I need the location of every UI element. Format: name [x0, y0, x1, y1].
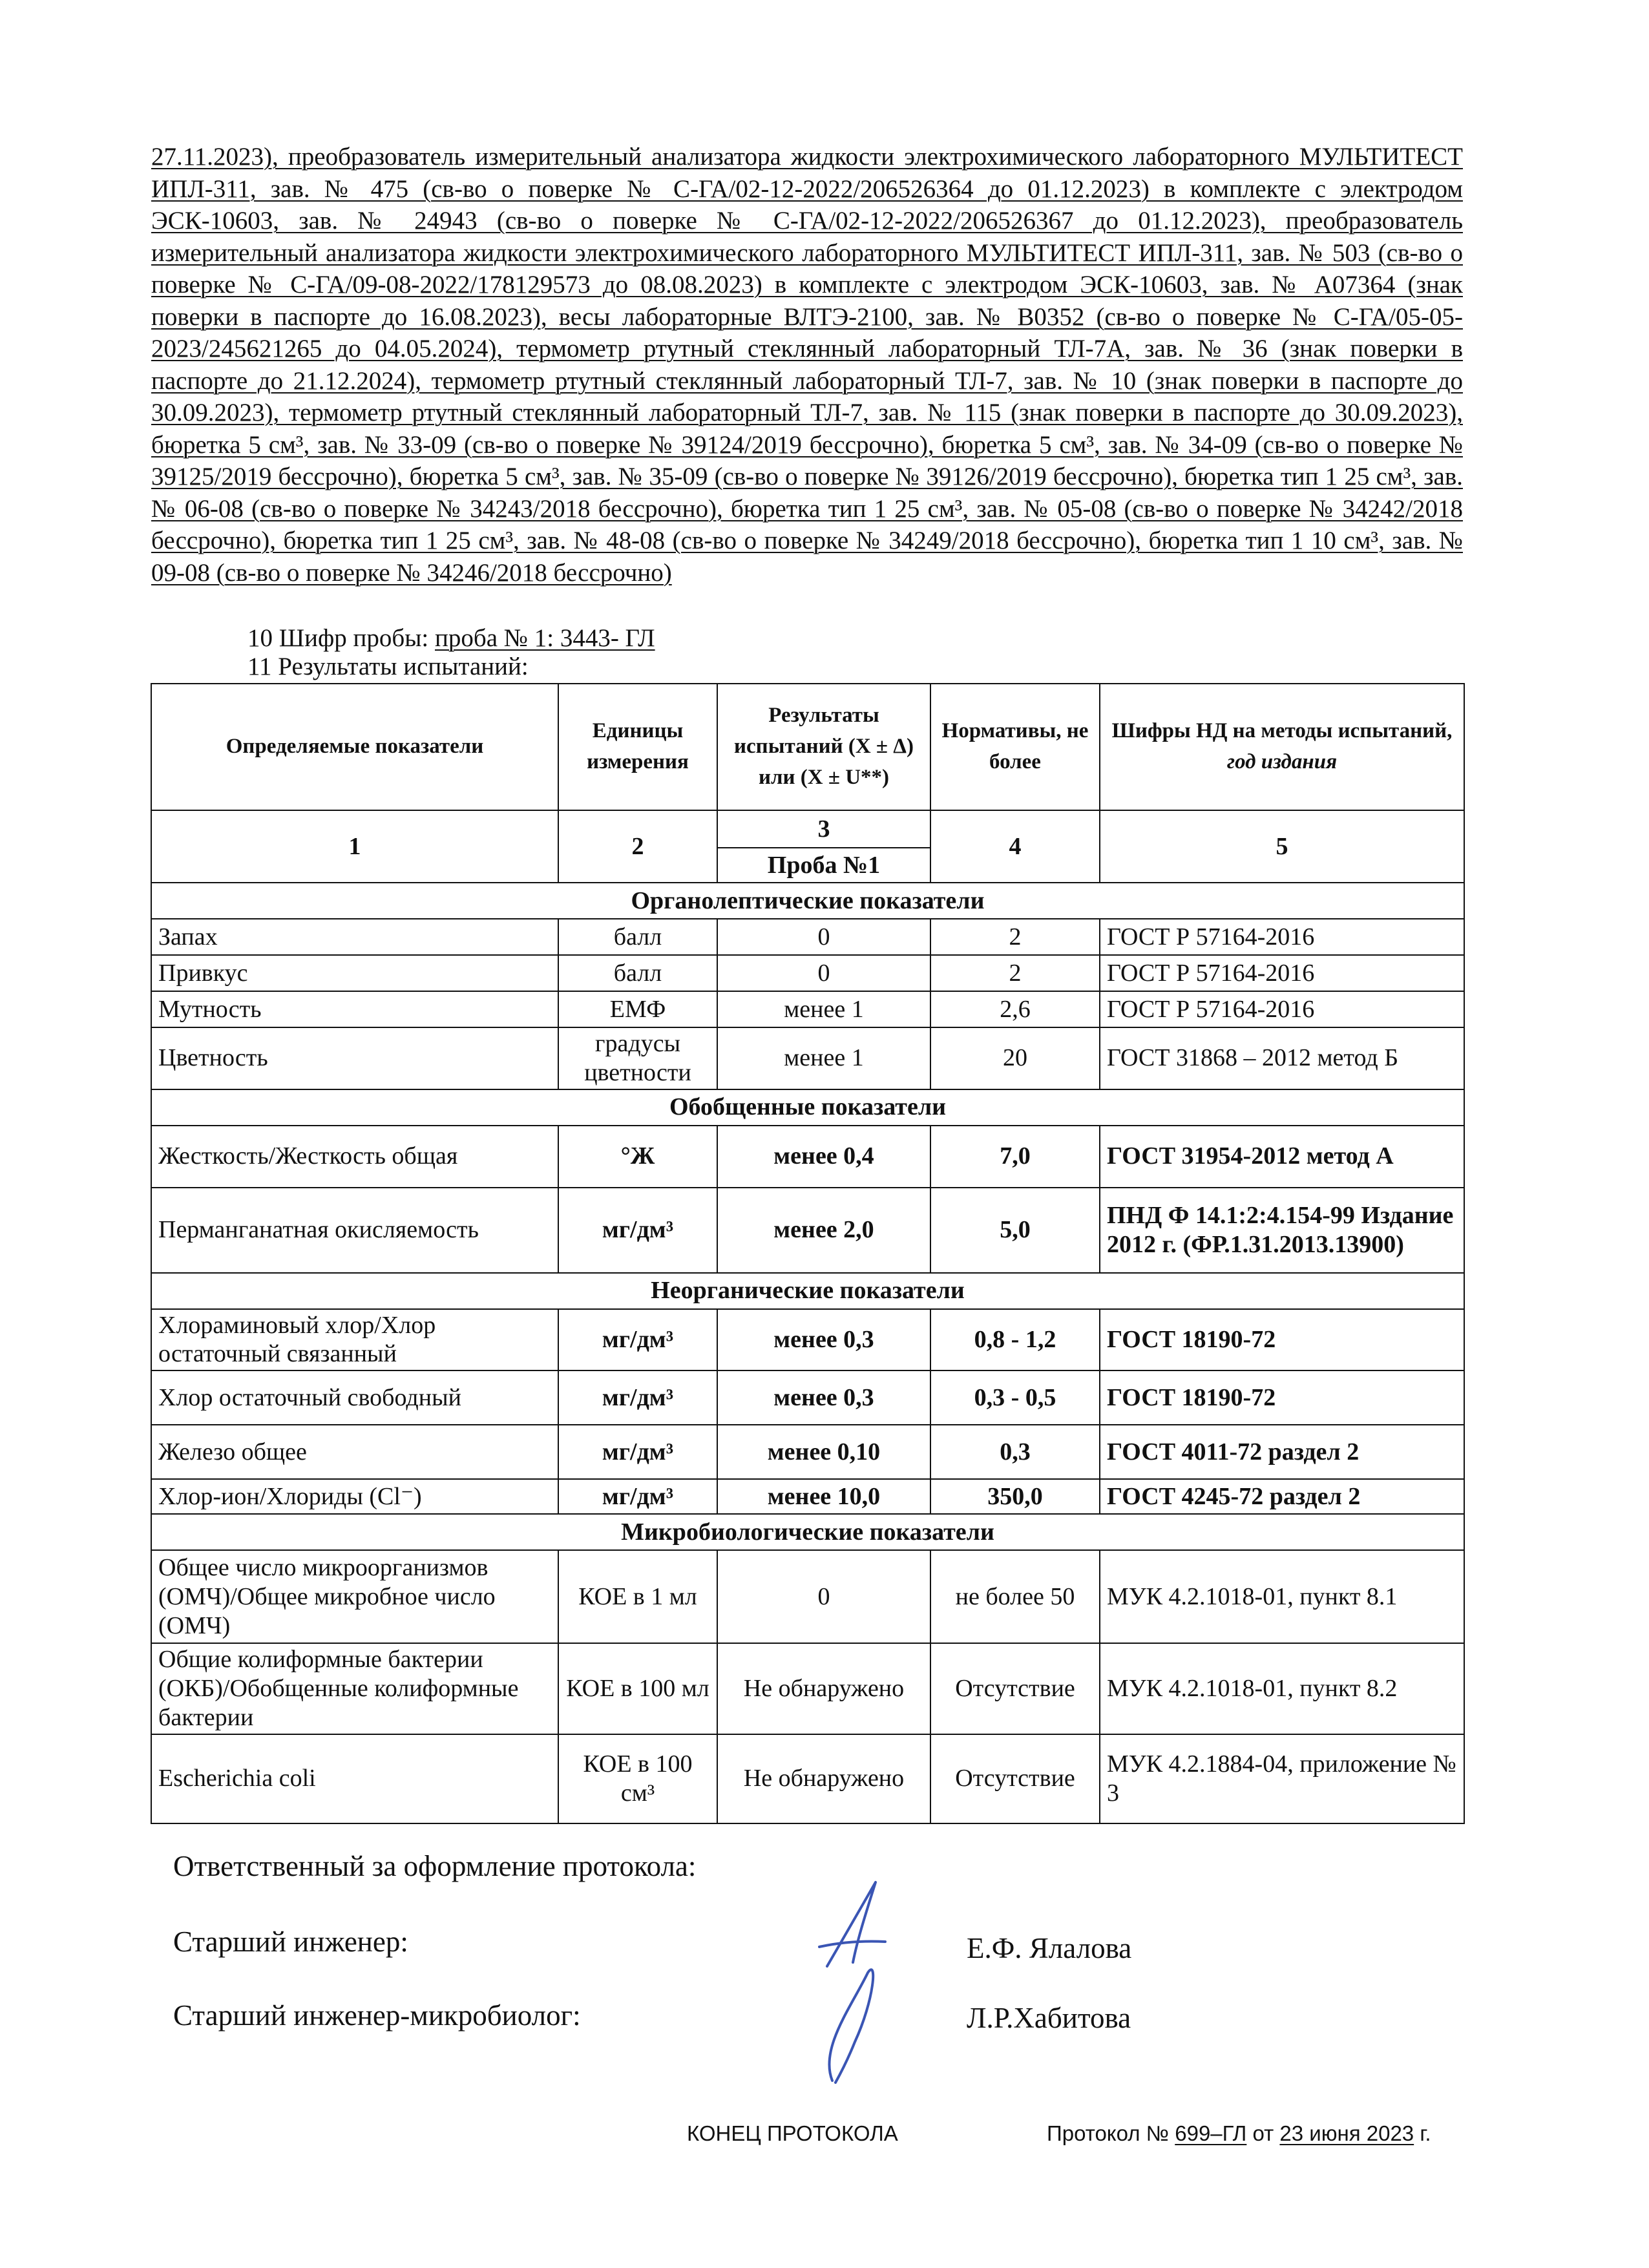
header-methods-year: год издания — [1226, 750, 1338, 773]
role-senior-engineer: Старший инженер: — [173, 1926, 408, 1958]
indicator-name: Хлор-ион/Хлориды (Cl⁻) — [151, 1479, 558, 1514]
header-indicators: Определяемые показатели — [151, 684, 558, 810]
protocol-reference — [1047, 2121, 1431, 2146]
unit-cell: мг/дм³ — [558, 1425, 717, 1479]
column-number: 3 — [717, 810, 930, 848]
result-cell: Не обнаружено — [717, 1734, 930, 1823]
method-cell: ГОСТ 31954-2012 метод А — [1100, 1126, 1464, 1188]
table-row — [151, 919, 1464, 955]
section-title: Органолептические показатели — [151, 883, 1464, 919]
section-row — [151, 1514, 1464, 1550]
result-cell: Не обнаружено — [717, 1643, 930, 1734]
norm-cell: не более 50 — [930, 1550, 1100, 1643]
header-norms: Нормативы, не более — [930, 684, 1100, 810]
result-cell: менее 0,3 — [717, 1309, 930, 1371]
unit-cell: градусы цветности — [558, 1027, 717, 1089]
header-results: Результаты испытаний (Х ± Δ) или (Х ± U**) — [717, 684, 930, 810]
end-of-protocol: КОНЕЦ ПРОТОКОЛА — [687, 2121, 898, 2145]
indicator-name: Запах — [151, 919, 558, 955]
indicator-name: Escherichia coli — [151, 1734, 558, 1823]
table-row — [151, 1643, 1464, 1734]
indicator-name: Хлораминовый хлор/Хлор остаточный связанный — [151, 1309, 558, 1371]
unit-cell: КОЕ в 100 см³ — [558, 1734, 717, 1823]
equipment-paragraph: 27.11.2023), преобразователь измерительный анализатора жидкости электрохимического лабораторного МУЛЬТИТЕСТ ИПЛ-311, зав. № 475 (св-во о поверке № С-ГА/02-12-2022/206526364 до 01.12.2023) в комплекте с электродом ЭСК-10603, зав. № 24943 (св-во о поверке № С-ГА/02-12-2022/206526367 до 01.12.2023), преобразователь измерительный анализатора жидкости электрохимического лабораторного МУЛЬТИТЕСТ ИПЛ-311, зав. № 503 (св-во о поверке № С-ГА/09-08-2022/178129573 до 08.08.2023) в комплекте с электродом ЭСК-10603, зав. № А07364 (знак поверки в паспорте до 16.08.2023), весы лабораторные ВЛТЭ-2100, зав. № В0352 (св-во о поверке № С-ГА/05-05-2023/245621265 до 04.05.2024), термометр ртутный стеклянный лабораторный ТЛ-7А, зав. № 36 (знак поверки в паспорте до 21.12.2024), термометр ртутный стеклянный лабораторный ТЛ-7, зав. № 10 (знак поверки в паспорте до 30.09.2023), термометр ртутный стеклянный лабораторный ТЛ-7, зав. № 115 (знак поверки в паспорте до 30.09.2023), бюретка 5 см³, зав. № 33-09 (св-во о поверке № 39124/2019 бессрочно), бюретка 5 см³, зав. № 34-09 (св-во о поверке № 39125/2019 бессрочно), бюретка 5 см³, зав. № 35-09 (св-во о поверке № 39126/2019 бессрочно), бюретка тип 1 25 см³, зав. № 06-08 (св-во о поверке № 34243/2018 бессрочно), бюретка тип 1 25 см³, зав. № 05-08 (св-во о поверке № 34242/2018 бессрочно), бюретка тип 1 25 см³, зав. № 48-08 (св-во о поверке № 34249/2018 бессрочно), бюретка тип 1 10 см³, зав. № 09-08 (св-во о поверке № 34246/2018 бессрочно) — [151, 143, 1463, 587]
indicator-name: Общее число микроорганизмов (ОМЧ)/Общее микробное число (ОМЧ) — [151, 1550, 558, 1643]
sample-code-label: 10 Шифр пробы: — [247, 624, 435, 652]
norm-cell: 350,0 — [930, 1479, 1100, 1514]
indicator-name: Перманганатная окисляемость — [151, 1188, 558, 1273]
method-cell: ПНД Ф 14.1:2:4.154-99 Издание 2012 г. (ФР.1.31.2013.13900) — [1100, 1188, 1464, 1273]
section-title: Микробиологические показатели — [151, 1514, 1464, 1550]
column-number: 4 — [930, 810, 1100, 883]
unit-cell: КОЕ в 100 мл — [558, 1643, 717, 1734]
result-cell: менее 0,10 — [717, 1425, 930, 1479]
unit-cell: балл — [558, 919, 717, 955]
unit-cell: мг/дм³ — [558, 1479, 717, 1514]
table-row — [151, 1370, 1464, 1425]
norm-cell: Отсутствие — [930, 1643, 1100, 1734]
name-senior-microbiologist: Л.Р.Хабитова — [967, 2002, 1131, 2034]
indicator-name: Привкус — [151, 955, 558, 991]
unit-cell: мг/дм³ — [558, 1370, 717, 1425]
result-cell: 0 — [717, 919, 930, 955]
section-title: Неорганические показатели — [151, 1273, 1464, 1309]
role-senior-microbiologist: Старший инженер-микробиолог: — [173, 1999, 581, 2032]
method-cell: ГОСТ 4245-72 раздел 2 — [1100, 1479, 1464, 1514]
method-cell: ГОСТ Р 57164-2016 — [1100, 955, 1464, 991]
section-row — [151, 883, 1464, 919]
indicator-name: Жесткость/Жесткость общая — [151, 1126, 558, 1188]
table-row — [151, 1126, 1464, 1188]
result-cell: менее 1 — [717, 1027, 930, 1089]
result-cell: менее 1 — [717, 991, 930, 1027]
unit-cell: мг/дм³ — [558, 1188, 717, 1273]
norm-cell: 0,3 — [930, 1425, 1100, 1479]
indicator-name: Цветность — [151, 1027, 558, 1089]
column-number: 1 — [151, 810, 558, 883]
protocol-number: 699–ГЛ — [1175, 2121, 1247, 2145]
method-cell: ГОСТ 4011-72 раздел 2 — [1100, 1425, 1464, 1479]
responsible-label: Ответственный за оформление протокола: — [173, 1850, 697, 1882]
protocol-from: от — [1246, 2121, 1280, 2145]
norm-cell: Отсутствие — [930, 1734, 1100, 1823]
method-cell: ГОСТ Р 57164-2016 — [1100, 919, 1464, 955]
protocol-suffix: г. — [1414, 2121, 1431, 2145]
table-row — [151, 1479, 1464, 1514]
result-cell: 0 — [717, 955, 930, 991]
norm-cell: 2,6 — [930, 991, 1100, 1027]
section-title: Обобщенные показатели — [151, 1089, 1464, 1126]
indicator-name: Хлор остаточный свободный — [151, 1370, 558, 1425]
signature-1 — [808, 1877, 892, 1974]
result-cell: менее 0,4 — [717, 1126, 930, 1188]
norm-cell: 5,0 — [930, 1188, 1100, 1273]
result-cell: менее 0,3 — [717, 1370, 930, 1425]
results-table-body — [151, 810, 1464, 1823]
table-row — [151, 1734, 1464, 1823]
norm-cell: 7,0 — [930, 1126, 1100, 1188]
table-row — [151, 1550, 1464, 1643]
method-cell: МУК 4.2.1884-04, приложение № 3 — [1100, 1734, 1464, 1823]
header-methods-text: Шифры НД на методы испытаний, — [1111, 719, 1453, 743]
results-table — [151, 683, 1465, 1824]
column-numbers-row — [151, 810, 1464, 848]
protocol-date: 23 июня 2023 — [1279, 2121, 1414, 2145]
name-senior-engineer: Е.Ф. Ялалова — [967, 1932, 1132, 1964]
header-units: Единицы измерения — [558, 684, 717, 810]
results-title: 11 Результаты испытаний: — [247, 653, 529, 680]
section-row — [151, 1273, 1464, 1309]
indicator-name: Железо общее — [151, 1425, 558, 1479]
method-cell: МУК 4.2.1018-01, пункт 8.1 — [1100, 1550, 1464, 1643]
unit-cell: °Ж — [558, 1126, 717, 1188]
norm-cell: 0,8 - 1,2 — [930, 1309, 1100, 1371]
table-row — [151, 1425, 1464, 1479]
sample-label: Проба №1 — [717, 848, 930, 883]
table-row — [151, 991, 1464, 1027]
method-cell: ГОСТ 18190-72 — [1100, 1370, 1464, 1425]
sample-code-value: проба № 1: 3443- ГЛ — [435, 624, 655, 652]
method-cell: МУК 4.2.1018-01, пункт 8.2 — [1100, 1643, 1464, 1734]
norm-cell: 2 — [930, 955, 1100, 991]
norm-cell: 20 — [930, 1027, 1100, 1089]
table-row — [151, 1027, 1464, 1089]
signature-2 — [806, 1961, 890, 2090]
table-row — [151, 955, 1464, 991]
unit-cell: мг/дм³ — [558, 1309, 717, 1371]
norm-cell: 0,3 - 0,5 — [930, 1370, 1100, 1425]
section-row — [151, 1089, 1464, 1126]
sample-code-line — [247, 624, 655, 653]
table-row — [151, 1309, 1464, 1371]
norm-cell: 2 — [930, 919, 1100, 955]
indicator-name: Мутность — [151, 991, 558, 1027]
table-row — [151, 1188, 1464, 1273]
indicator-name: Общие колиформные бактерии (ОКБ)/Обобщенные колиформные бактерии — [151, 1643, 558, 1734]
method-cell: ГОСТ Р 57164-2016 — [1100, 991, 1464, 1027]
result-cell: 0 — [717, 1550, 930, 1643]
unit-cell: КОЕ в 1 мл — [558, 1550, 717, 1643]
result-cell: менее 10,0 — [717, 1479, 930, 1514]
unit-cell: ЕМФ — [558, 991, 717, 1027]
protocol-prefix: Протокол № — [1047, 2121, 1175, 2145]
method-cell: ГОСТ 31868 – 2012 метод Б — [1100, 1027, 1464, 1089]
column-number: 2 — [558, 810, 717, 883]
method-cell: ГОСТ 18190-72 — [1100, 1309, 1464, 1371]
header-methods — [1100, 684, 1464, 810]
unit-cell: балл — [558, 955, 717, 991]
result-cell: менее 2,0 — [717, 1188, 930, 1273]
column-number: 5 — [1100, 810, 1464, 883]
